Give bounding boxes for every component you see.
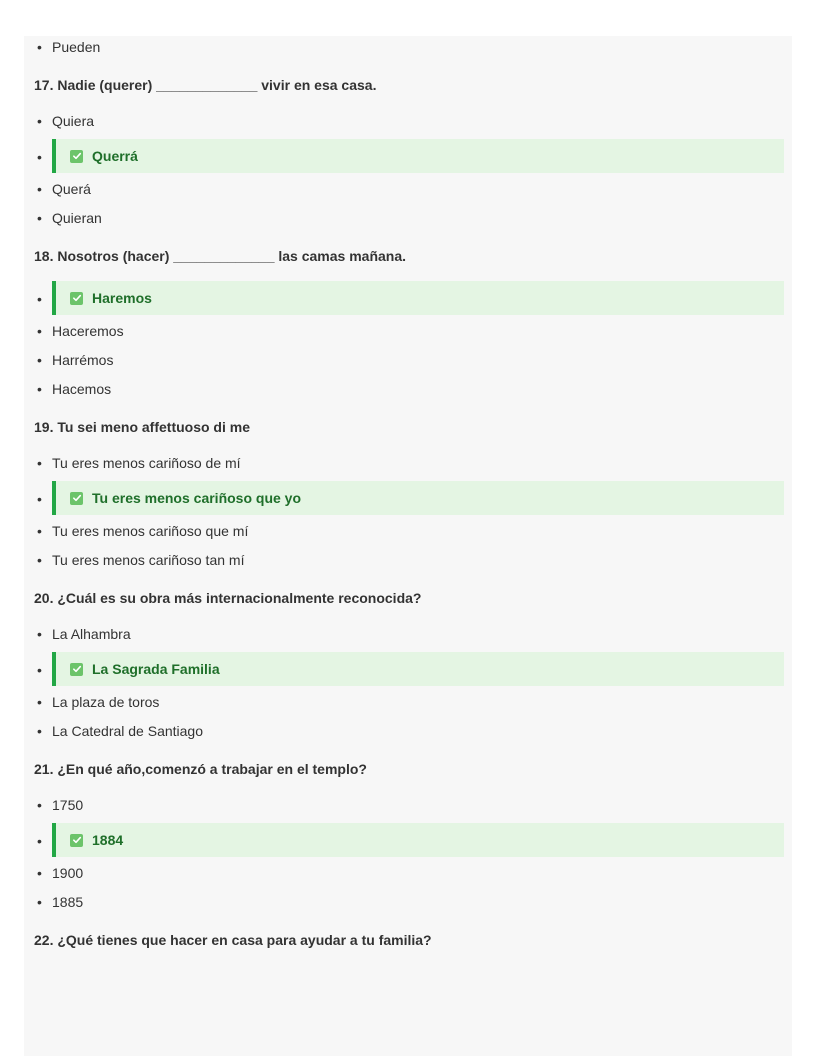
answer-text: La plaza de toros (52, 694, 160, 710)
answer-list (34, 454, 784, 569)
answer-text: Pueden (52, 39, 101, 55)
answer-text: Tu eres menos cariñoso que yo (92, 490, 302, 506)
bullet: • (37, 210, 42, 226)
answer-text: La Sagrada Familia (92, 661, 220, 677)
quiz-content (24, 36, 792, 949)
correct-answer-highlight (52, 652, 784, 686)
answer-option (34, 625, 784, 643)
answer-text: Querrá (92, 148, 138, 164)
answer-text: Tu eres menos cariñoso de mí (52, 455, 241, 471)
answer-option (34, 112, 784, 130)
bullet: • (37, 626, 42, 642)
correct-answer-highlight (52, 481, 784, 515)
answer-option (34, 380, 784, 398)
answer-text: La Alhambra (52, 626, 131, 642)
answer-list (34, 625, 784, 740)
bullet: • (37, 181, 42, 197)
bullet: • (37, 455, 42, 471)
correct-answer-highlight (52, 281, 784, 315)
bullet: • (37, 352, 42, 368)
bullet: • (37, 833, 42, 849)
answer-text: Haceremos (52, 323, 124, 339)
bullet: • (37, 381, 42, 397)
answer-option (34, 351, 784, 369)
answer-option (34, 38, 784, 56)
answer-option (34, 322, 784, 340)
correct-answer-highlight (52, 139, 784, 173)
answer-option (34, 551, 784, 569)
checkbox-checked-icon (70, 663, 83, 676)
correct-answer-option (34, 823, 784, 857)
answer-text: Quieran (52, 210, 102, 226)
answer-text: Tu eres menos cariñoso tan mí (52, 552, 245, 568)
checkbox-checked-icon (70, 834, 83, 847)
bullet: • (37, 113, 42, 129)
answer-option (34, 454, 784, 472)
answer-text: 1885 (52, 894, 84, 910)
checkbox-checked-icon (70, 492, 83, 505)
answer-list (34, 38, 784, 56)
answer-option (34, 693, 784, 711)
answer-text: Harrémos (52, 352, 114, 368)
answer-option (34, 864, 784, 882)
answer-option (34, 722, 784, 740)
answer-text: La Catedral de Santiago (52, 723, 203, 739)
answer-text: Hacemos (52, 381, 112, 397)
answer-text: Querá (52, 181, 91, 197)
answer-list (34, 796, 784, 911)
question-text: 17. Nadie (querer) _____________ vivir en esa casa. (34, 77, 377, 93)
bullet: • (37, 662, 42, 678)
answer-option (34, 209, 784, 227)
correct-answer-option (34, 481, 784, 515)
correct-answer-highlight (52, 823, 784, 857)
bullet: • (37, 149, 42, 165)
answer-option (34, 796, 784, 814)
bullet: • (37, 797, 42, 813)
answer-text: Tu eres menos cariñoso que mí (52, 523, 249, 539)
answer-text: 1884 (92, 832, 124, 848)
bullet: • (37, 894, 42, 910)
question-text: 19. Tu sei meno affettuoso di me (34, 419, 251, 435)
correct-answer-option (34, 652, 784, 686)
answer-text: Haremos (92, 290, 152, 306)
checkbox-checked-icon (70, 292, 83, 305)
bullet: • (37, 523, 42, 539)
answer-list (34, 281, 784, 398)
bullet: • (37, 291, 42, 307)
answer-list (34, 112, 784, 227)
bullet: • (37, 323, 42, 339)
answer-option (34, 522, 784, 540)
question-text: 18. Nosotros (hacer) _____________ las camas mañana. (34, 248, 407, 264)
question-text: 22. ¿Qué tienes que hacer en casa para ayudar a tu familia? (34, 932, 432, 948)
correct-answer-option (34, 139, 784, 173)
bullet: • (37, 39, 42, 55)
bullet: • (37, 694, 42, 710)
answer-option (34, 180, 784, 198)
answer-option (34, 893, 784, 911)
answer-text: Quiera (52, 113, 95, 129)
bullet: • (37, 865, 42, 881)
checkbox-checked-icon (70, 150, 83, 163)
question-text: 21. ¿En qué año,comenzó a trabajar en el templo? (34, 761, 367, 777)
answer-text: 1900 (52, 865, 84, 881)
bullet: • (37, 552, 42, 568)
quiz-panel (24, 36, 792, 1056)
question-list (34, 76, 784, 911)
bullet: • (37, 723, 42, 739)
question-text: 20. ¿Cuál es su obra más internacionalmente reconocida? (34, 590, 422, 606)
answer-text: 1750 (52, 797, 84, 813)
correct-answer-option (34, 281, 784, 315)
bullet: • (37, 491, 42, 507)
